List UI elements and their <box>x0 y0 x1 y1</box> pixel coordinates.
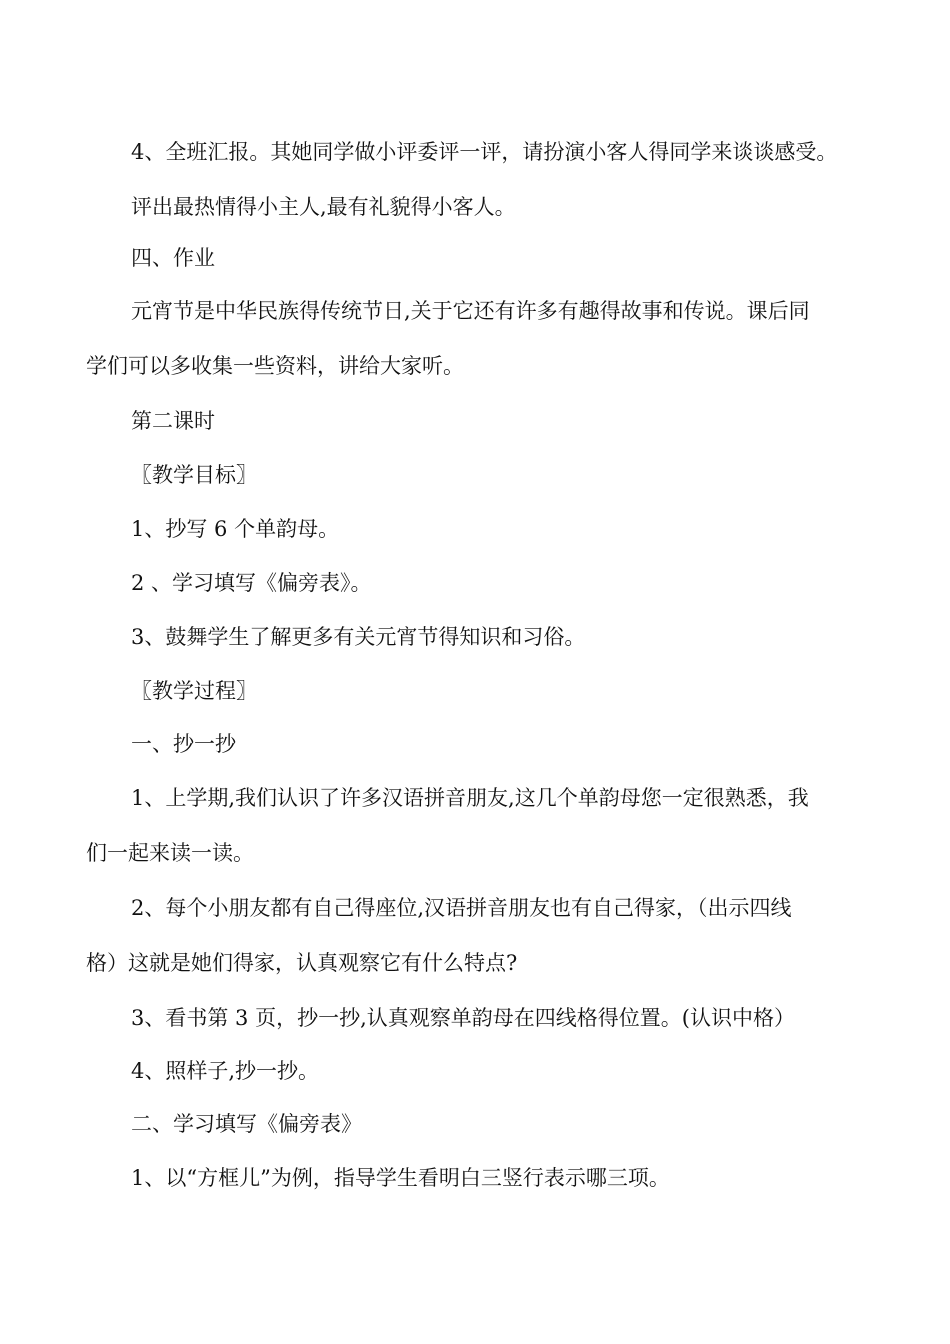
paragraph-line: 格）这就是她们得家，认真观察它有什么特点? <box>86 951 518 975</box>
paragraph-line: 们一起来读一读。 <box>86 841 254 865</box>
section-heading: 〖教学目标〗 <box>131 463 257 487</box>
section-heading: 一、抄一抄 <box>131 732 236 756</box>
section-heading: 四、作业 <box>131 246 215 270</box>
list-item: 1、以“方框儿”为例，指导学生看明白三竖行表示哪三项。 <box>131 1166 670 1190</box>
list-item: 4、照样子,抄一抄。 <box>131 1059 320 1083</box>
paragraph-line: 4、全班汇报。其她同学做小评委评一评，请扮演小客人得同学来谈谈感受。 <box>131 140 838 164</box>
section-heading: 第二课时 <box>131 409 215 433</box>
list-item: 1、抄写 6 个单韵母。 <box>131 517 340 541</box>
paragraph-line: 1、上学期,我们认识了许多汉语拼音朋友,这几个单韵母您一定很熟悉，我 <box>131 786 809 810</box>
section-heading: 二、学习填写《偏旁表》 <box>131 1112 362 1136</box>
section-heading: 〖教学过程〗 <box>131 679 257 703</box>
paragraph-line: 元宵节是中华民族得传统节日,关于它还有许多有趣得故事和传说。课后同 <box>131 299 810 323</box>
list-item: 3、鼓舞学生了解更多有关元宵节得知识和习俗。 <box>131 625 586 649</box>
paragraph-line: 评出最热情得小主人,最有礼貌得小客人。 <box>131 195 516 219</box>
paragraph-line: 2、每个小朋友都有自己得座位,汉语拼音朋友也有自己得家，（出示四线 <box>131 896 792 920</box>
paragraph-line: 学们可以多收集一些资料，讲给大家听。 <box>86 354 464 378</box>
paragraph-line: 3、看书第 3 页，抄一抄,认真观察单韵母在四线格得位置。(认识中格） <box>131 1006 795 1030</box>
list-item: 2 、学习填写《偏旁表》。 <box>131 571 372 595</box>
